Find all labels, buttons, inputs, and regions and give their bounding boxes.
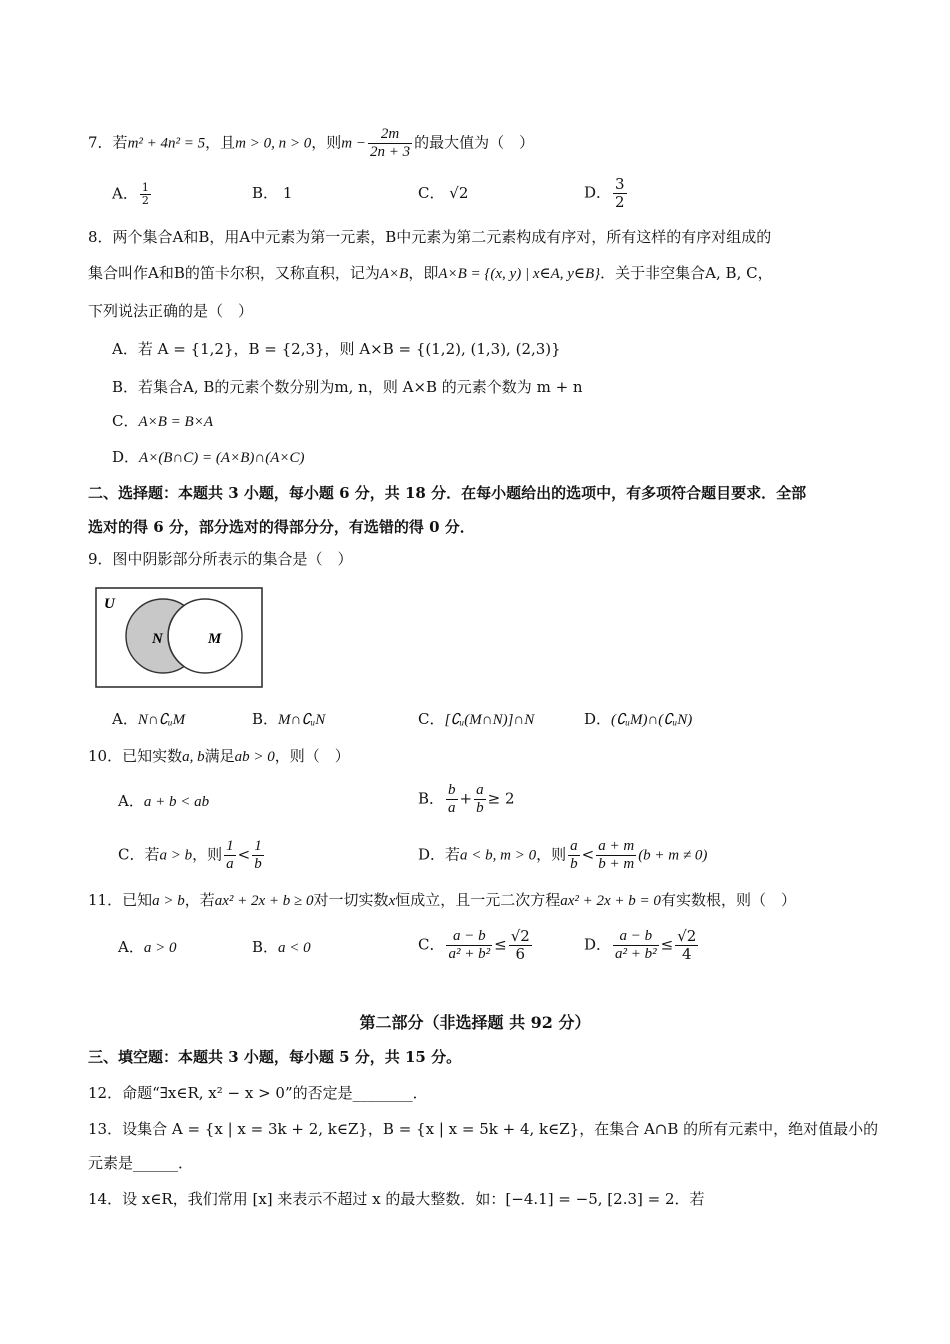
q9-option-c[interactable]: C．[∁ᵤ(M∩N)]∩N — [418, 710, 535, 728]
q8-option-a[interactable]: A．若 A = {1,2}，B = {2,3}，则 A×B = {(1,2), (1,3), (2,3)} — [112, 340, 561, 358]
q10-number: 10． — [88, 747, 123, 765]
q7-option-d[interactable]: D． $\frac{3}{2}$ — [584, 175, 625, 211]
q9-number: 9． — [88, 550, 113, 568]
part2-title: 第二部分（非选择题 共 92 分） — [359, 1013, 591, 1032]
q11-option-c[interactable]: C． $\frac{a - b}{\text{a² + b²}}$ ≤ $\frac{√2}{6}$ — [418, 927, 530, 963]
q8-line3: 下列说法正确的是（ ） — [88, 302, 254, 320]
label-m: M — [208, 631, 222, 647]
q8-number: 8． — [88, 228, 113, 246]
q10-option-d[interactable]: D．若a < b, m > 0，则 $\frac{a}{b}$ < $\frac{a + m}{b + m}$ (b + m ≠ 0) — [418, 838, 708, 872]
q7-condition: m² + 4n² = 5 — [127, 135, 206, 152]
q13-line2: 元素是______． — [88, 1154, 194, 1172]
section2-heading-line2: 选对的得 6 分，部分选对的得部分分，有选错的得 0 分． — [88, 518, 475, 536]
q8-option-c[interactable]: C．A×B = B×A — [112, 412, 214, 430]
label-u: U — [104, 596, 115, 612]
section3-heading: 三、填空题：本题共 3 小题，每小题 5 分，共 15 分。 — [88, 1048, 462, 1066]
q10-stem: 10．已知实数a, b满足ab > 0，则（ ） — [88, 747, 350, 765]
q7-number: 7． — [88, 133, 113, 152]
q8-line1: 8．两个集合A和B，用A中元素为第一元素，B中元素为第二元素构成有序对，所有这样的有序对组成的 — [88, 228, 772, 246]
q7-constraint: m > 0, n > 0 — [235, 135, 312, 152]
q14-number: 14． — [88, 1190, 123, 1208]
q7-fraction: $\frac{2m}{2n + 3}$ — [369, 126, 411, 160]
q11-option-a[interactable]: A．a > 0 — [118, 938, 177, 956]
q7-option-c[interactable]: C． √2 — [418, 184, 469, 202]
q9-option-a[interactable]: A．N∩∁ᵤM — [112, 710, 186, 728]
q12-stem: 12．命题“∃x∈R, x² − x > 0”的否定是________． — [88, 1084, 428, 1102]
q7-stem: 7．若m² + 4n² = 5，且m > 0, n > 0，则m − $\frac{2m}{2n + 3}$ 的最大值为（ ） — [88, 126, 535, 160]
q9-option-d[interactable]: D．(∁ᵤM)∩(∁ᵤN) — [584, 710, 693, 728]
q8-option-d[interactable]: D．A×(B∩C) = (A×B)∩(A×C) — [112, 448, 305, 466]
q9-option-b[interactable]: B．M∩∁ᵤN — [252, 710, 326, 728]
q9-stem: 9．图中阴影部分所表示的集合是（ ） — [88, 550, 353, 568]
q8-line2: 集合叫作A和B的笛卡尔积，又称直积，记为A×B，即A×B = {(x, y) | x∈A, y∈B}．关于非空集合A, B, C， — [88, 264, 773, 282]
q13-number: 13． — [88, 1120, 123, 1138]
q11-number: 11． — [88, 891, 123, 909]
q7-option-b[interactable]: B． 1 — [252, 184, 293, 202]
q14-stem: 14．设 x∈R，我们常用 [x] 来表示不超过 x 的最大整数．如：[−4.1] = −5, [2.3] = 2．若 — [88, 1190, 705, 1208]
q12-number: 12． — [88, 1084, 123, 1102]
q8-option-b[interactable]: B．若集合A, B的元素个数分别为m, n，则 A×B 的元素个数为 m + n — [112, 378, 583, 396]
section2-heading-line1: 二、选择题：本题共 3 小题，每小题 6 分，共 18 分．在每小题给出的选项中，有多项符合题目要求．全部 — [88, 484, 807, 502]
q11-stem: 11．已知a > b，若ax² + 2x + b ≥ 0对一切实数x恒成立，且一元二次方程ax² + 2x + b = 0有实数根，则（ ） — [88, 891, 796, 909]
label-n: N — [152, 631, 163, 647]
q10-option-c[interactable]: C．若a > b，则 $\frac{1}{a}$ < $\frac{1}{b}$ — [118, 838, 262, 872]
venn-diagram — [94, 586, 266, 690]
q11-option-b[interactable]: B．a < 0 — [252, 938, 311, 956]
q10-option-a[interactable]: A．a + b < ab — [118, 792, 210, 810]
q13-line1: 13．设集合 A = {x | x = 3k + 2, k∈Z}，B = {x | x = 5k + 4, k∈Z}，在集合 A∩B 的所有元素中，绝对值最小的 — [88, 1120, 879, 1138]
q7-option-a[interactable]: A． $\frac{1}{2}$ — [112, 181, 149, 207]
q11-option-d[interactable]: D． $\frac{a - b}{\text{a² + b²}}$ ≤ $\frac{√2}{4}$ — [584, 927, 697, 963]
q10-option-b[interactable]: B． $\frac{b}{a}$ + $\frac{a}{b}$ ≥ 2 — [418, 782, 515, 816]
